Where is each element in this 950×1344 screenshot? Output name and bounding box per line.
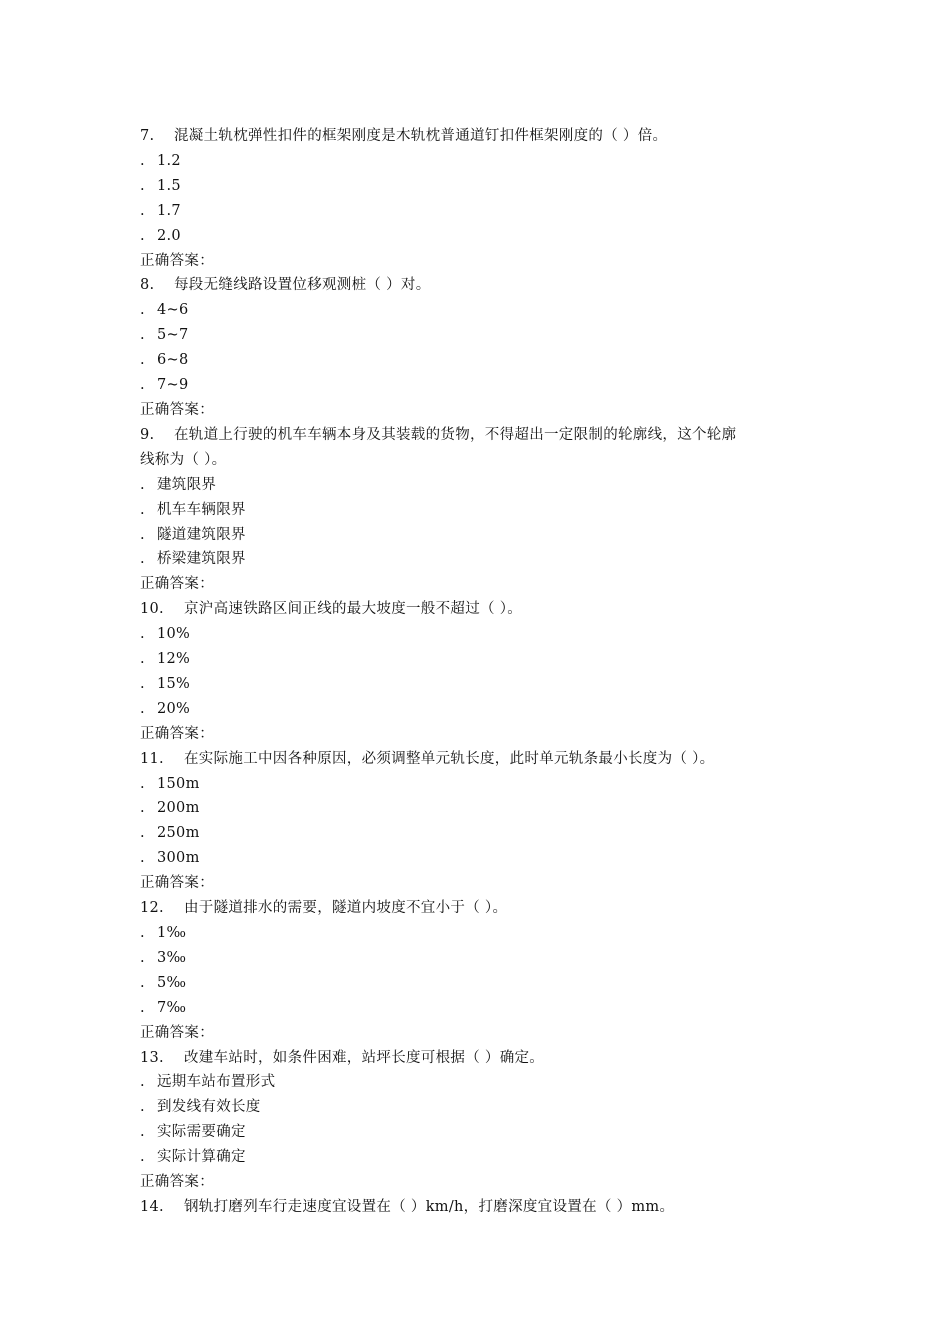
question-number: 12. bbox=[140, 900, 164, 917]
option-item: . 6~8 bbox=[140, 352, 189, 369]
option-item: . 20% bbox=[140, 700, 191, 717]
question-number: 11. bbox=[140, 750, 164, 767]
option-text: 远期车站布置形式 bbox=[157, 1074, 276, 1091]
question-text-continued: 线称为（ ）。 bbox=[140, 451, 227, 468]
question-text: 钢轨打磨列车行走速度宜设置在（ ）km/h，打磨深度宜设置在（ ）mm。 bbox=[184, 1198, 675, 1215]
option-item: . 1.2 bbox=[140, 152, 181, 169]
option-text: 到发线有效长度 bbox=[157, 1099, 261, 1116]
option-item: . 250m bbox=[140, 825, 200, 842]
question-text: 京沪高速铁路区间正线的最大坡度一般不超过（ ）。 bbox=[184, 601, 523, 618]
option-text: 5~7 bbox=[157, 327, 189, 344]
option-text: 12% bbox=[157, 651, 191, 668]
option-text: 桥梁建筑限界 bbox=[157, 551, 246, 568]
option-item: . 10% bbox=[140, 626, 191, 643]
answer-label: 正确答案： bbox=[140, 401, 214, 418]
option-item: . 300m bbox=[140, 850, 200, 867]
question-number: 10. bbox=[140, 601, 164, 618]
option-item: . 7~9 bbox=[140, 377, 189, 394]
option-text: 10% bbox=[157, 626, 191, 643]
option-text: 20% bbox=[157, 700, 191, 717]
option-item: . 200m bbox=[140, 800, 200, 817]
option-text: 250m bbox=[157, 825, 200, 842]
option-item: . 隧道建筑限界 bbox=[140, 526, 246, 543]
question-text: 在轨道上行驶的机车车辆本身及其装载的货物，不得超出一定限制的轮廓线，这个轮廓 bbox=[174, 426, 737, 443]
option-text: 2.0 bbox=[157, 227, 181, 244]
answer-label: 正确答案： bbox=[140, 1174, 214, 1191]
question-7 bbox=[140, 124, 820, 149]
question-8 bbox=[140, 273, 820, 298]
option-text: 7‰ bbox=[157, 999, 187, 1016]
option-text: 150m bbox=[157, 775, 200, 792]
option-item: . 5‰ bbox=[140, 974, 187, 991]
answer-label: 正确答案： bbox=[140, 1024, 214, 1041]
question-text: 每段无缝线路设置位移观测桩（ ）对。 bbox=[174, 277, 431, 294]
option-item: . 1.7 bbox=[140, 202, 181, 219]
option-text: 1.7 bbox=[157, 202, 181, 219]
option-text: 300m bbox=[157, 850, 200, 867]
option-text: 4~6 bbox=[157, 302, 189, 319]
answer-label: 正确答案： bbox=[140, 252, 214, 269]
option-item: . 1‰ bbox=[140, 925, 187, 941]
option-item: . 建筑限界 bbox=[140, 476, 217, 493]
question-14 bbox=[140, 1195, 820, 1220]
option-text: 1‰ bbox=[157, 925, 187, 941]
option-item: . 机车车辆限界 bbox=[140, 501, 246, 518]
question-number: 9. bbox=[140, 426, 155, 443]
question-9 bbox=[140, 423, 820, 448]
question-10 bbox=[140, 597, 820, 622]
option-text: 15% bbox=[157, 675, 191, 692]
option-item: . 到发线有效长度 bbox=[140, 1099, 261, 1116]
question-text: 由于隧道排水的需要，隧道内坡度不宜小于（ ）。 bbox=[184, 900, 508, 917]
question-number: 14. bbox=[140, 1198, 164, 1215]
question-number: 8. bbox=[140, 277, 155, 294]
option-text: 1.5 bbox=[157, 177, 181, 194]
option-item: . 5~7 bbox=[140, 327, 189, 344]
question-13 bbox=[140, 1046, 820, 1071]
option-text: 3‰ bbox=[157, 949, 187, 966]
answer-label: 正确答案： bbox=[140, 725, 214, 742]
option-text: 建筑限界 bbox=[157, 476, 217, 493]
option-text: 实际需要确定 bbox=[157, 1124, 246, 1141]
option-item: . 远期车站布置形式 bbox=[140, 1074, 276, 1091]
answer-label: 正确答案： bbox=[140, 576, 214, 593]
option-text: 200m bbox=[157, 800, 200, 817]
option-text: 隧道建筑限界 bbox=[157, 526, 246, 543]
question-11 bbox=[140, 747, 820, 772]
option-item: . 7‰ bbox=[140, 999, 187, 1016]
option-item: . 12% bbox=[140, 651, 191, 668]
option-item: . 2.0 bbox=[140, 227, 181, 244]
option-text: 实际计算确定 bbox=[157, 1149, 246, 1166]
question-text: 在实际施工中因各种原因，必须调整单元轨长度，此时单元轨条最小长度为（ ）。 bbox=[184, 750, 715, 767]
question-12 bbox=[140, 896, 820, 921]
option-item: . 1.5 bbox=[140, 177, 181, 194]
question-text: 混凝土轨枕弹性扣件的框架刚度是木轨枕普通道钉扣件框架刚度的（ ）倍。 bbox=[174, 128, 668, 144]
option-item: . 15% bbox=[140, 675, 191, 692]
option-text: 机车车辆限界 bbox=[157, 501, 246, 518]
question-list bbox=[140, 124, 820, 1220]
option-text: 6~8 bbox=[157, 352, 189, 369]
option-item: . 实际需要确定 bbox=[140, 1124, 246, 1141]
option-text: 7~9 bbox=[157, 377, 189, 394]
option-item: . 桥梁建筑限界 bbox=[140, 551, 246, 568]
question-number: 13. bbox=[140, 1049, 164, 1066]
question-text: 改建车站时，如条件困难，站坪长度可根据（ ）确定。 bbox=[184, 1049, 545, 1066]
option-text: 1.2 bbox=[157, 152, 181, 169]
option-item: . 实际计算确定 bbox=[140, 1149, 246, 1166]
option-item: . 4~6 bbox=[140, 302, 189, 319]
option-item: . 3‰ bbox=[140, 949, 187, 966]
option-item: . 150m bbox=[140, 775, 200, 792]
answer-label: 正确答案： bbox=[140, 875, 214, 892]
option-text: 5‰ bbox=[157, 974, 187, 991]
question-number: 7. bbox=[140, 128, 155, 144]
